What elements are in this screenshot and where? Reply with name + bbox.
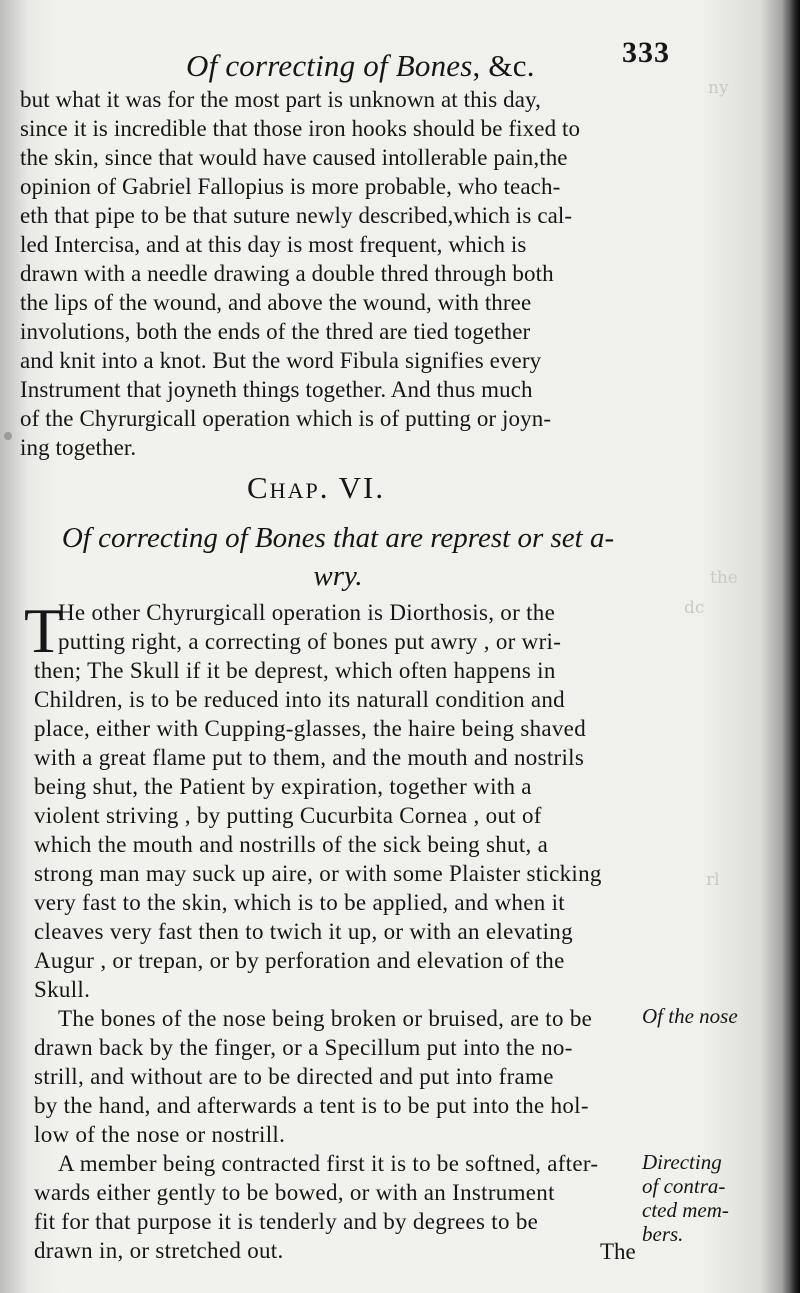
catchword: The xyxy=(600,1239,636,1264)
body-line: involutions, both the ends of the thred are tied together xyxy=(20,319,531,344)
body-line: ing together. xyxy=(20,435,137,460)
chapter-text-line: violent striving , by putting Cucurbita Cornea , out of xyxy=(34,803,542,828)
chapter-text-line: drawn back by the finger, or a Specillum put into the no- xyxy=(34,1035,573,1060)
chapter-text-line: He other Chyrurgicall operation is Diorthosis, or the xyxy=(58,600,556,625)
bleed-through-text: ny xyxy=(708,78,729,98)
margin-note-directing-line: of contra- xyxy=(642,1174,726,1199)
chapter-text-line: cleaves very fast then to twich it up, or with an elevating xyxy=(34,919,573,944)
chapter-text-line: drawn in, or stretched out. xyxy=(34,1238,284,1263)
chapter-text-line: A member being contracted first it is to be softned, after- xyxy=(58,1151,599,1176)
margin-note-directing-line: bers. xyxy=(642,1222,684,1247)
body-line: drawn with a needle drawing a double thred through both xyxy=(20,261,554,286)
body-line: eth that pipe to be that suture newly described,which is cal- xyxy=(20,203,573,228)
chapter-text-line: strill, and without are to be directed and put into frame xyxy=(34,1064,554,1089)
body-line: the lips of the wound, and above the wound, with three xyxy=(20,290,532,315)
chapter-text-line: with a great flame put to them, and the mouth and nostrils xyxy=(34,745,585,770)
margin-dot xyxy=(4,432,12,440)
body-line: since it is incredible that those iron hooks should be fixed to xyxy=(20,116,581,141)
bleed-through-text: rl xyxy=(706,870,720,890)
chapter-text-line: which the mouth and nostrills of the sick being shut, a xyxy=(34,832,549,857)
chapter-text-line: wards either gently to be bowed, or with an Instrument xyxy=(34,1180,555,1205)
margin-note-directing-line: cted mem- xyxy=(642,1198,729,1223)
chapter-text-line: The bones of the nose being broken or bruised, are to be xyxy=(58,1006,593,1031)
body-line: Instrument that joyneth things together. And thus much xyxy=(20,377,533,402)
chapter-text-line: Children, is to be reduced into its naturall condition and xyxy=(34,687,565,712)
chapter-heading: Chap. VI. xyxy=(247,470,386,505)
body-line: and knit into a knot. But the word Fibula signifies every xyxy=(20,348,542,373)
chapter-text-line: Skull. xyxy=(34,977,91,1002)
body-line: but what it was for the most part is unknown at this day, xyxy=(20,87,541,112)
chapter-text-line: being shut, the Patient by expiration, together with a xyxy=(34,774,532,799)
bleed-through-text: dc xyxy=(684,598,705,618)
margin-note-directing-line: Directing xyxy=(642,1150,722,1174)
chapter-text-line: low of the nose or nostrill. xyxy=(34,1122,286,1147)
body-line: the skin, since that would have caused intollerable pain,the xyxy=(20,145,568,170)
chapter-subtitle-line-1: Of correcting of Bones that are represt or set a- xyxy=(61,522,615,554)
chapter-text-line: strong man may suck up aire, or with some Plaister sticking xyxy=(34,861,602,886)
chapter-text-line: then; The Skull if it be deprest, which often happens in xyxy=(34,658,556,683)
page-number: 333 xyxy=(622,36,670,69)
chapter-text-line: fit for that purpose it is tenderly and by degrees to be xyxy=(34,1209,539,1234)
chapter-subtitle-line-2: wry. xyxy=(313,559,363,592)
chapter-text-line: Augur , or trepan, or by perforation and elevation of the xyxy=(34,948,565,973)
body-line: opinion of Gabriel Fallopius is more probable, who teach- xyxy=(20,174,561,199)
body-line: led Intercisa, and at this day is most frequent, which is xyxy=(20,232,527,257)
book-spine-shadow xyxy=(782,0,800,1293)
chapter-text-line: very fast to the skin, which is to be applied, and when it xyxy=(34,890,565,915)
body-line: of the Chyrurgicall operation which is of putting or joyn- xyxy=(20,406,552,431)
chapter-text-line: by the hand, and afterwards a tent is to be put into the hol- xyxy=(34,1093,589,1118)
margin-note-nose: Of the nose xyxy=(642,1004,738,1028)
chapter-subtitle xyxy=(58,520,618,595)
chapter-text-line: place, either with Cupping-glasses, the haire being shaved xyxy=(34,716,586,741)
margin-note-directing xyxy=(642,1150,760,1247)
chapter-text-line: putting right, a correcting of bones put awry , or wri- xyxy=(58,629,562,654)
bleed-through-text: the xyxy=(710,568,738,588)
drop-cap: T xyxy=(24,595,64,666)
running-head: Of correcting of Bones, &c. xyxy=(186,48,535,83)
